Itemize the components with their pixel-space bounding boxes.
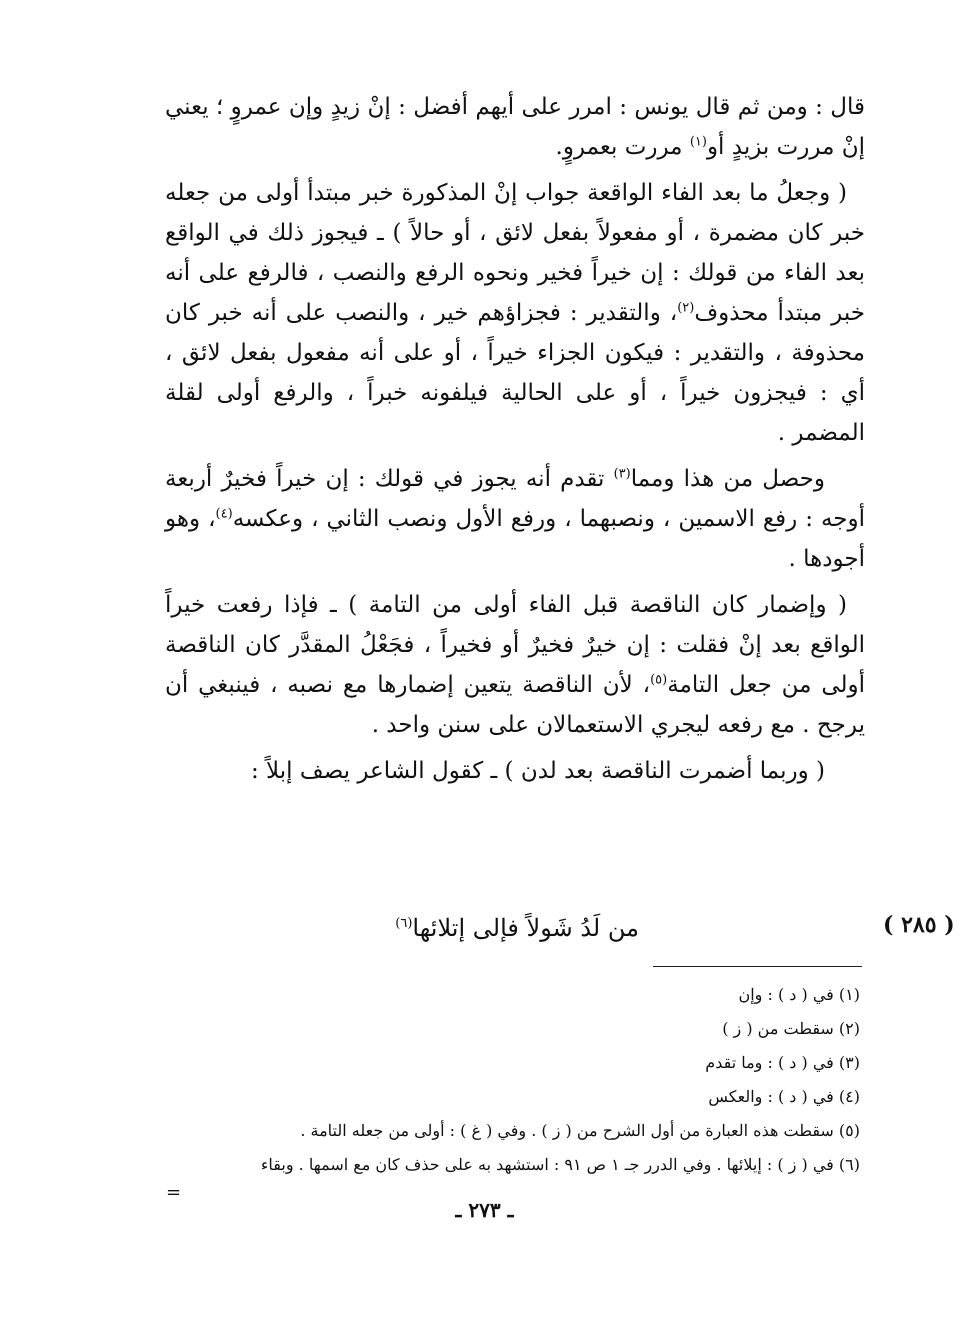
footnote-6: (٦) في ( ز ) : إيلائها . وفي الدرر جـ ١ ص ٩١ : استشهد به على حذف كان مع اسمها . وبقاء [260, 1155, 860, 1174]
main-text [165, 87, 865, 797]
footnote-ref-1: (١) [689, 134, 707, 150]
footnote-separator [653, 966, 862, 967]
paragraph-3: وحصل من هذا ومما$^{(٣)}$ تقدم أنه يجوز في قولك : إن خيراً فخيرٌ أربعة أوجه : رفع الاسمين ، ونصبهما ، ورفع الأول ونصب الثاني ، وعكسه$^{(٤)}$، وهو أجودها . [165, 466, 866, 572]
continuation-mark: = [166, 1182, 182, 1203]
footnote-1: (١) في ( د ) : وإن [738, 985, 860, 1004]
footnote-4: (٤) في ( د ) : والعكس [708, 1087, 860, 1106]
footnote-ref-3: (٣) [613, 466, 631, 482]
footnote-5: (٥) سقطت هذه العبارة من أول الشرح من ( ز ) . وفي ( غ ) : أولى من جعله التامة . [300, 1121, 860, 1140]
footnote-ref-6: (٦) [395, 916, 413, 931]
paragraph-2: ( وجعلُ ما بعد الفاء الواقعة جواب إنْ المذكورة خبر مبتدأ أولى من جعله خبر كان مضمرة ، أو مفعولاً بفعل لائق ، أو حالاً ) ـ فيجوز ذلك في الواقع بعد الفاء من قولك : إن خيراً فخير ونحوه الرفع والنصب ، فالرفع على أنه خبر مبتدأ محذوف$^{(٢)}$، والتقدير : فجزاؤهم خير ، والنصب على أنه خبر كان محذوفة ، والتقدير : فيكون الجزاء خيراً ، أو على أنه مفعول بفعل لائق ، أي : فيجزون خيراً ، أو على الحالية فيلفونه خبراً ، والرفع أولى لقلة المضمر . [165, 180, 865, 446]
footnote-ref-4: (٤) [215, 506, 233, 522]
footnote-ref-5: (٥) [650, 672, 668, 688]
page-number: ـ ٢٧٣ ـ [455, 1198, 514, 1222]
footnotes [160, 978, 860, 1182]
footnote-ref-2: (٢) [677, 300, 695, 316]
footnote-3: (٣) في ( د ) : وما تقدم [705, 1053, 860, 1072]
paragraph-1: قال : ومن ثم قال يونس : امرر على أيهم أفضل : إنْ زيدٍ وإن عمروٍ ؛ يعني إنْ مررت بزيدٍ أو$^{(١)}$ مررت بعمروٍ. [165, 94, 865, 160]
footnote-2: (٢) سقطت من ( ز ) [722, 1019, 860, 1038]
poetry-verse: من لَدُ شَولاً فإلى إتلائها$^{(٦)}$ [395, 914, 639, 942]
margin-page-reference: ( ٢٨٥ ) [883, 912, 955, 938]
paragraph-4: ( وإضمار كان الناقصة قبل الفاء أولى من التامة ) ـ فإذا رفعت خيراً الواقع بعد إنْ فقلت : إن خيرٌ فخيرٌ أو فخيراً ، فجَعْلُ المقدَّر كان الناقصة أولى من جعل التامة$^{(٥)}$، لأن الناقصة يتعين إضمارها مع نصبه ، فينبغي أن يرجح . مع رفعه ليجري الاستعمالان على سنن واحد . [165, 592, 865, 738]
paragraph-5: ( وربما أضمرت الناقصة بعد لدن ) ـ كقول الشاعر يصف إبلاً : [251, 758, 825, 784]
